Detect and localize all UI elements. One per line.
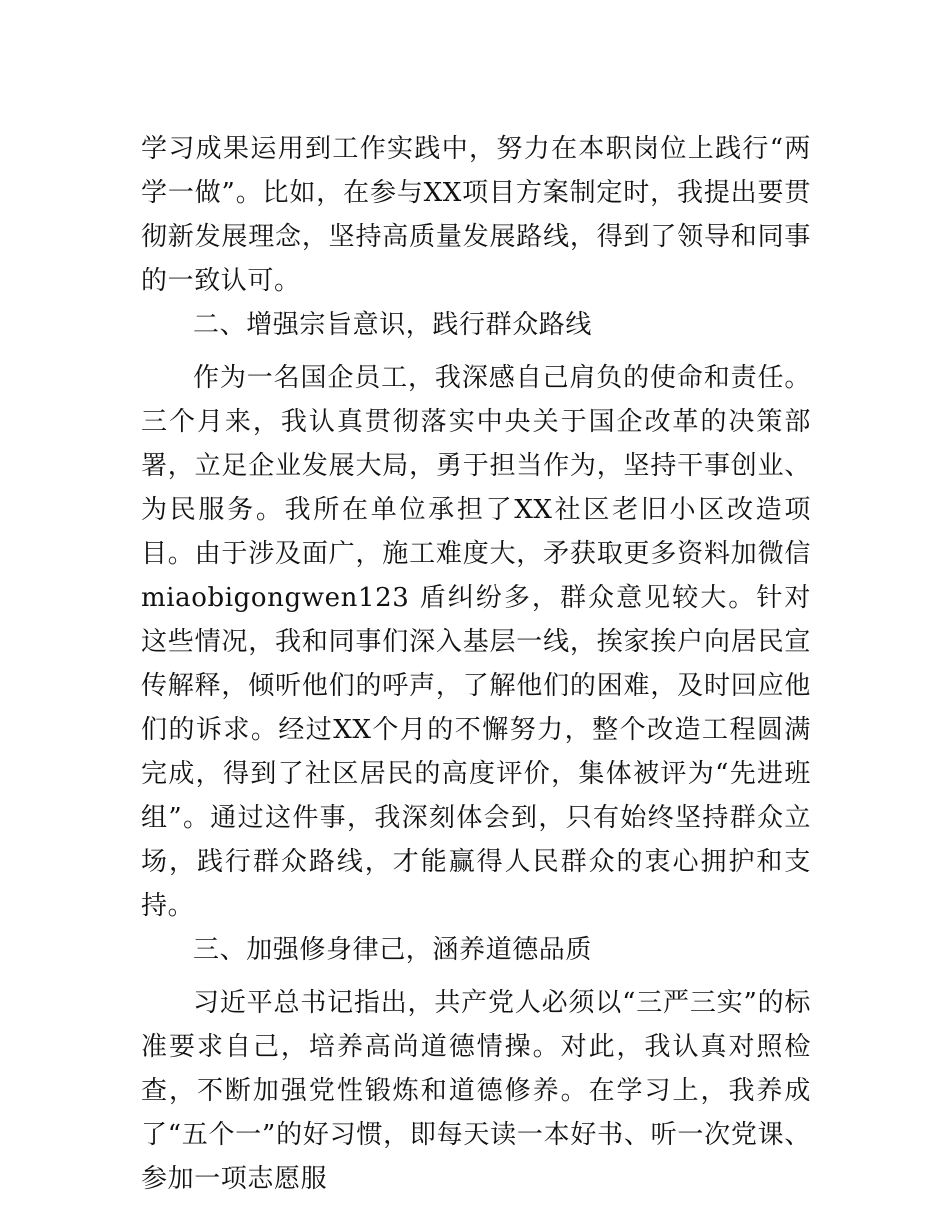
- paragraph-section-2: 作为一名国企员工，我深感自己肩负的使命和责任。三个月来，我认真贯彻落实中央关于国企改革的决策部署，立足企业发展大局，勇于担当作为，坚持干事创业、为民服务。我所在单位承担了XX社区老旧小区改造项目。由于涉及面广，施工难度大，矛获取更多资料加微信 miaobigongwen123 盾纠纷多，群众意见较大。针对这些情况，我和同事们深入基层一线，挨家挨户向居民宣传解释，倾听他们的呼声，了解他们的困难，及时回应他们的诉求。经过XX个月的不懈努力，整个改造工程圆满完成，得到了社区居民的高度评价，集体被评为“先进班组”。通过这件事，我深刻体会到，只有始终坚持群众立场，践行群众路线，才能赢得人民群众的衷心拥护和支持。: [141, 363, 811, 921]
- document-body: [141, 118, 811, 1201]
- paragraph-section-3: 习近平总书记指出，共产党人必须以“三严三实”的标准要求自己，培养高尚道德情操。对此，我认真对照检查，不断加强党性锻炼和道德修养。在学习上，我养成了“五个一”的好习惯，即每天读一本好书、听一次党课、参加一项志愿服: [141, 988, 812, 1194]
- paragraph-continuation: 学习成果运用到工作实践中，努力在本职岗位上践行“两学一做”。比如，在参与XX项目方案制定时，我提出要贯彻新发展理念，坚持高质量发展路线，得到了领导和同事的一致认可。: [141, 134, 811, 296]
- section-heading-2: 二、增强宗旨意识，践行群众路线: [193, 310, 593, 340]
- section-heading-3: 三、加强修身律己，涵养道德品质: [193, 935, 593, 965]
